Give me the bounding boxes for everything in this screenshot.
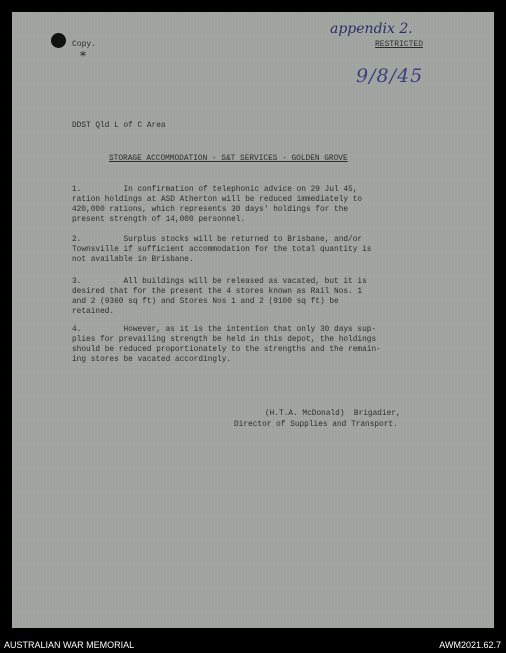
copy-mark: * [80, 49, 86, 63]
paragraph-3: 3. All buildings will be released as vacated, but it is desired that for the present the 4 stores known as Rail Nos. 1 and 2 (9360 sq ft) and Stores Nos 1 and 2 (9100 sq ft) be retained. [72, 278, 367, 316]
copy-label: Copy. [72, 40, 97, 49]
subject-heading: STORAGE ACCOMMODATION - S&T SERVICES - GOLDEN GROVE [109, 155, 348, 163]
footer-accession-number: AWM2021.62.7 [439, 640, 501, 650]
signature-name: (H.T.A. McDonald) Brigadier, [265, 410, 401, 418]
footer-institution: AUSTRALIAN WAR MEMORIAL [4, 640, 135, 650]
handwritten-appendix-note: appendix 2. [330, 21, 413, 37]
paragraph-4: 4. However, as it is the intention that only 30 days sup- plies for prevailing strength be held in this depot, the holdings should be reduced proportionately to the strengths and the remain- ing stores be vacated accordingly. [72, 326, 381, 364]
document-page [12, 12, 494, 628]
addressee: DDST Qld L of C Area [72, 122, 166, 130]
signature-title: Director of Supplies and Transport. [234, 421, 398, 429]
paragraph-2: 2. Surplus stocks will be returned to Brisbane, and/or Townsville if sufficient accommodation for the total quantity is not available in Brisbane. [72, 236, 372, 264]
punch-hole [51, 33, 66, 48]
paragraph-1: 1. In confirmation of telephonic advice on 29 Jul 45, ration holdings at ASD Atherton will be reduced immediately to 420,000 rations, which represents 30 days' holdings for the present strength of 14,000 personnel. [72, 186, 363, 224]
classification-label: RESTRICTED [375, 40, 424, 49]
handwritten-date: 9/8/45 [356, 65, 424, 87]
